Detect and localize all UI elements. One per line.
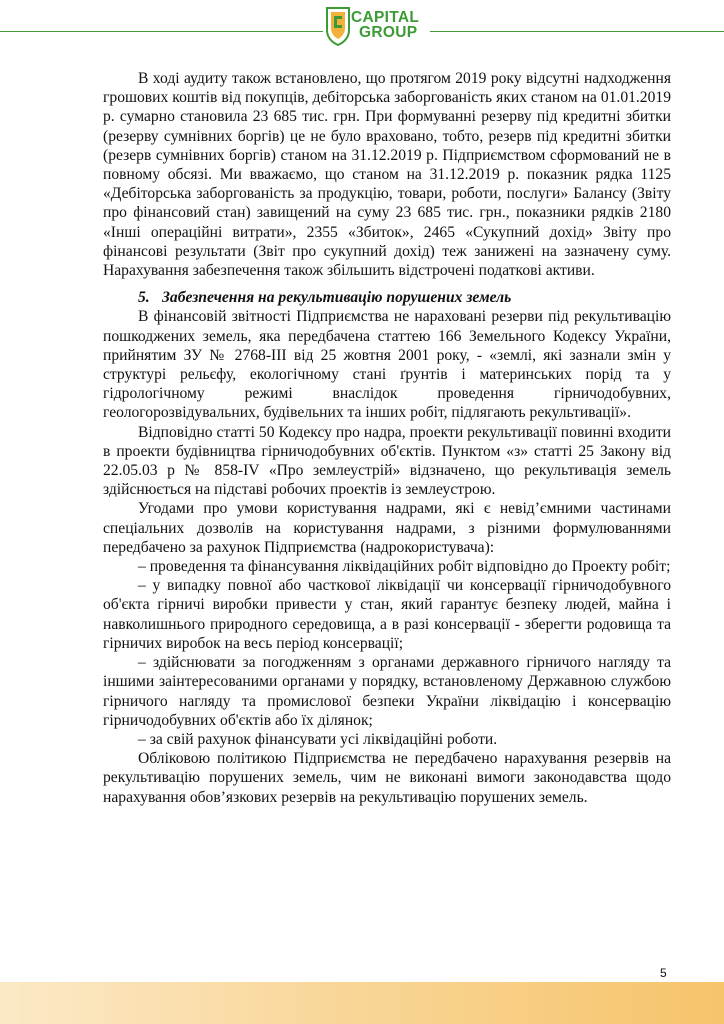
- paragraph-land-reclamation: В фінансовій звітності Підприємства не нараховані резерви під рекультивацію пошкоджених земель, яка передбачена статтею 166 Земельного Кодексу України, прийнятим ЗУ № 2768-ІІІ від 25 жовтня 2001 року, - «землі, які зазнали змін у структурі рельєфу, екологічному стані ґрунтів і материнських порід та у гідрологічному режимі внаслідок проведення гірничодобувних, геологорозвідувальних, будівельних та інших робіт, підлягають рекультивації».: [103, 308, 671, 422]
- header-rule-right: [430, 31, 724, 32]
- paragraph-subsoil-code: Відповідно статті 50 Кодексу про надра, проекти рекультивації повинні входити в проекти будівництва гірничодобувних об'єктів. Пунктом «з» статті 25 Закону від 22.05.03 р № 858-IV «Про землеустрій» відзначено, що рекультивація земель здійснюється на підставі робочих проектів із землеустрою.: [103, 423, 671, 499]
- capital-group-shield-icon: [325, 6, 351, 46]
- footer-band: [0, 982, 724, 1024]
- list-item: – у випадку повної або часткової ліквідації чи консервації гірничодобувного об'єкта гірничі виробки привести у стан, який гарантує безпеку людей, майна і навколишнього природного середовища, а в разі консервації - зберегти родовища та гірничих виробок на весь період консервації;: [103, 577, 671, 652]
- list-item: – проведення та фінансування ліквідаційних робіт відповідно до Проекту робіт;: [138, 558, 671, 576]
- logo-line-capital: CAPITAL: [351, 9, 420, 26]
- paragraph-subsoil-agreements: Угодами про умови користування надрами, які є невід’ємними частинами спеціальних дозволів на користування надрами, з різними формулюваннями передбачено за рахунок Підприємства (надрокористувача):: [103, 500, 671, 556]
- list-item: – здійснювати за погодженням з органами державного гірничого нагляду та іншими заінтересованими органами у порядку, встановленому Державною службою гірничого нагляду та промислової безпеки України ліквідацію і консервацію гірничодобувних об'єктів або їх ділянок;: [103, 654, 671, 729]
- section-number: 5.: [138, 289, 150, 307]
- header-rule-left: [0, 31, 323, 32]
- paragraph-audit-receivables: В ході аудиту також встановлено, що протягом 2019 року відсутні надходження грошових коштів від покупців, дебіторська заборгованість яких станом на 01.01.2019 р. сумарно становила 23 685 тис. грн. При формуванні резерву під кредитні збитки (резерву сумнівних боргів) це не було враховано, тобто, резерв під кредитні збитки (резерв сумнівних боргів) станом на 31.12.2019 р. Підприємством сформований не в повному обсязі. Ми вважаємо, що станом на 31.12.2019 р. показник рядка 1125 «Дебіторська заборгованість за продукцію, товари, роботи, послуги» Балансу (Звіту про фінансовий стан) завищений на суму 23 685 тис. грн., показники рядків 2180 «Інші операційні витрати», 2355 «Збиток», 2465 «Сукупний дохід» Звіту про фінансові результати (Звіт про сукупний дохід) теж занижені на зазначену суму. Нарахування забезпечення також збільшить відстрочені податкові активи.: [103, 70, 671, 280]
- paragraph-accounting-policy: Обліковою політикою Підприємства не передбачено нарахування резервів на рекультивацію порушених земель, чим не виконані вимоги законодавства щодо нарахування обов’язкових резервів на рекультивацію порушених земель.: [103, 750, 671, 806]
- list-item: – за свій рахунок фінансувати усі ліквідаційні роботи.: [138, 730, 498, 748]
- section-title: Забезпечення на рекультивацію порушених земель: [162, 289, 512, 307]
- page-number: 5: [660, 966, 667, 980]
- logo-wordmark: [351, 10, 431, 40]
- logo-line-group: GROUP: [359, 24, 418, 41]
- document-body: [103, 69, 671, 807]
- section-heading: [103, 288, 671, 307]
- company-logo: [325, 6, 430, 46]
